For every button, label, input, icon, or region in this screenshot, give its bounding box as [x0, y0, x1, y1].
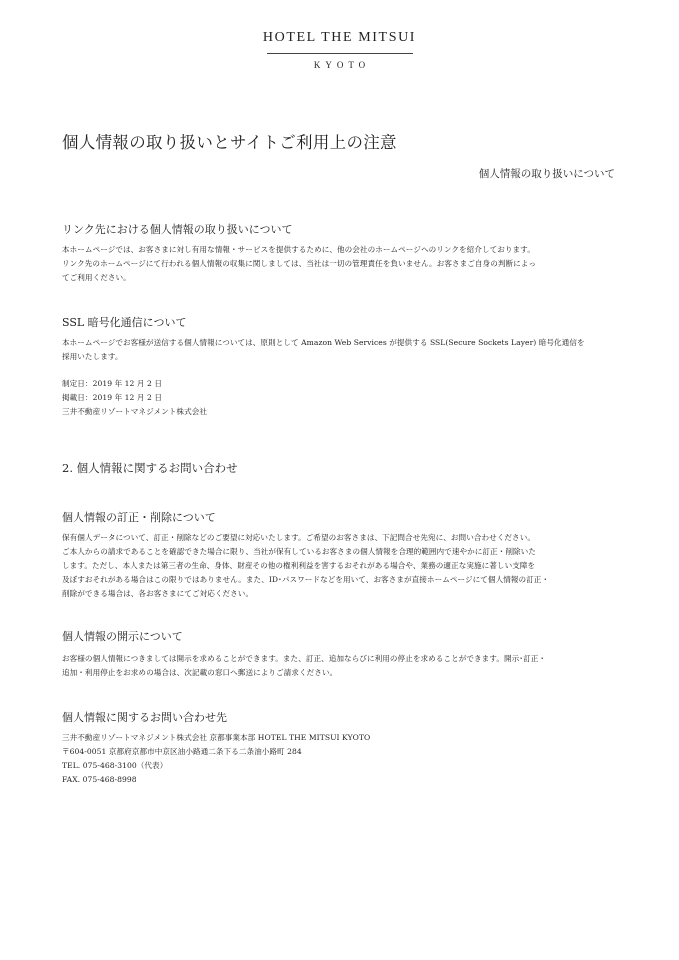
- page-subtitle: 個人情報の取り扱いについて: [478, 168, 615, 180]
- contact-phone: TEL. 075-468-3100（代表）: [62, 761, 168, 770]
- body-line: 及ぼすおそれがある場合はこの限りではありません。また、ID･パスワードなどを用いて、お客さまが直接ホームページにて個人情報の訂正・: [62, 575, 550, 584]
- section-heading-link-privacy: リンク先における個人情報の取り扱いについて: [62, 223, 293, 236]
- section-heading-ssl: SSL 暗号化通信について: [62, 316, 187, 329]
- enactment-info: [62, 377, 622, 419]
- contact-fax: FAX. 075-468-8998: [62, 775, 137, 784]
- logo-divider: [267, 53, 413, 54]
- body-line: 追加・利用停止をお求めの場合は、次記載の窓口へ郵送によりご請求ください。: [62, 668, 338, 677]
- body-line: 保有個人データについて、訂正・削除などのご要望に対応いたします。ご希望のお客さまは、下記問合せ先宛に、お問い合わせください。: [62, 533, 535, 542]
- section-body-disclosure: [62, 652, 622, 680]
- body-line: します。ただし、本人または第三者の生命、身体、財産その他の権利利益を害するおそれがある場合や、業務の適正な実施に著しい支障を: [62, 561, 536, 570]
- section-body-ssl: [62, 336, 622, 364]
- logo-main-text: HOTEL THE MITSUI: [262, 30, 417, 45]
- body-line: ご本人からの請求であることを確認できた場合に限り、当社が保有しているお客さまの個人情報を合理的範囲内で速やかに訂正・削除いた: [62, 547, 536, 556]
- hotel-logo[interactable]: [0, 30, 679, 70]
- body-line: 本ホームページでお客様が送信する個人情報については、原則として Amazon Web Services が提供する SSL(Secure Sockets Layer) 暗号化通信を: [62, 338, 585, 347]
- section-heading-contact: 個人情報に関するお問い合わせ先: [62, 711, 227, 724]
- logo-sub-text: KYOTO: [313, 60, 371, 70]
- body-line: 本ホームページでは、お客さまに対し有用な情報・サービスを提供するために、他の会社のホームページへのリンクを紹介しております。: [62, 245, 535, 254]
- publication-date: 掲載日：2019 年 12 月 2 日: [62, 393, 162, 402]
- section-body-correction: [62, 531, 622, 601]
- contact-company: 三井不動産リゾートマネジメント株式会社 京都事業本部 HOTEL THE MITSUI KYOTO: [62, 733, 371, 742]
- page-title: 個人情報の取り扱いとサイトご利用上の注意: [62, 133, 397, 152]
- company-name: 三井不動産リゾートマネジメント株式会社: [62, 407, 208, 416]
- body-line: リンク先のホームページにて行われる個人情報の収集に関しましては、当社は一切の管理責任を負いません。お客さまご自身の判断によっ: [62, 259, 537, 268]
- body-line: お客様の個人情報につきましては開示を求めることができます。また、訂正、追加ならびに利用の停止を求めることができます。開示･訂正・: [62, 654, 547, 663]
- body-line: 削除ができる場合は、各お客さまにてご対応ください。: [62, 589, 254, 598]
- contact-details: [62, 731, 622, 787]
- enactment-date: 制定日：2019 年 12 月 2 日: [62, 379, 162, 388]
- section-heading-correction: 個人情報の訂正・削除について: [62, 511, 216, 524]
- section-heading-disclosure: 個人情報の開示について: [62, 630, 183, 643]
- section-body-link-privacy: [62, 243, 622, 285]
- section-heading-inquiries: 2. 個人情報に関するお問い合わせ: [62, 461, 238, 475]
- contact-address: 〒604-0051 京都府京都市中京区油小路通二条下る二条油小路町 284: [62, 747, 302, 756]
- body-line: 採用いたします。: [62, 352, 123, 361]
- body-line: てご利用ください。: [62, 273, 131, 282]
